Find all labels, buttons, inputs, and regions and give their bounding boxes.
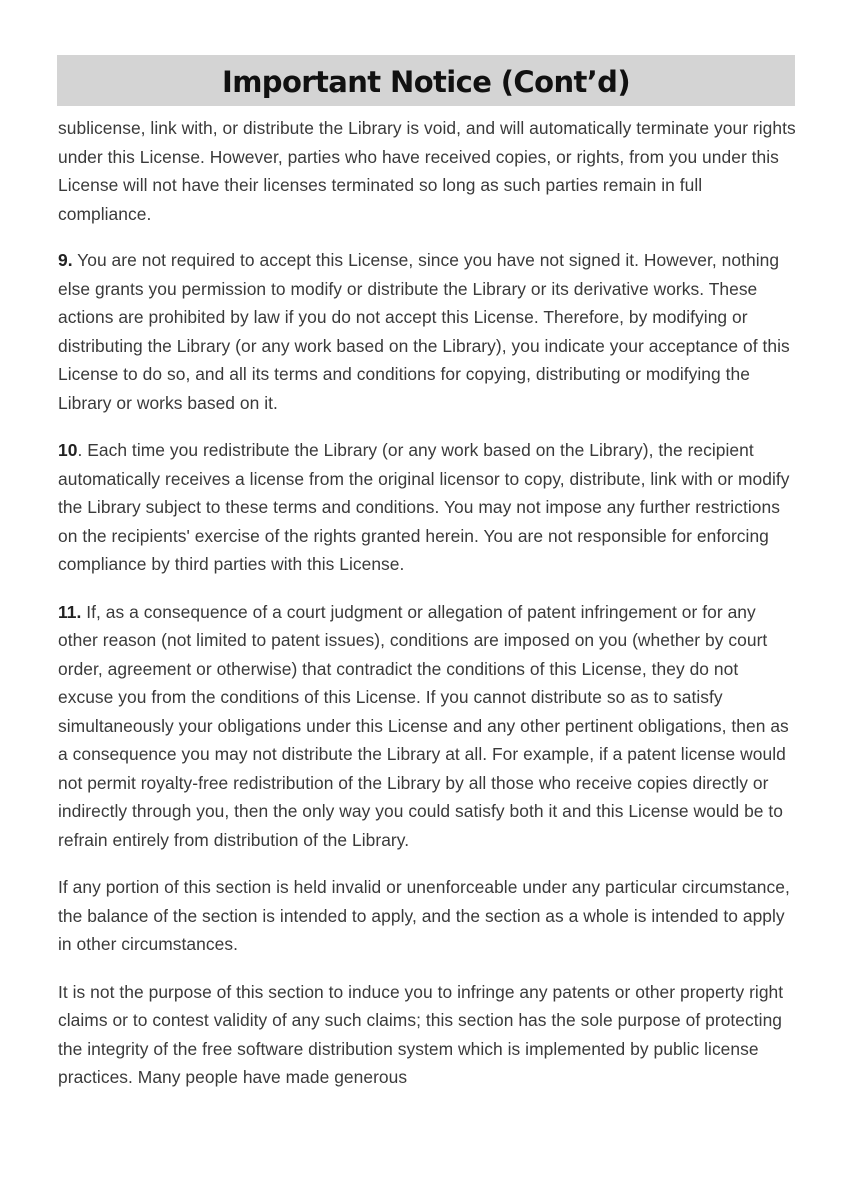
section-10 bbox=[58, 436, 798, 579]
section-number: 9. bbox=[58, 250, 73, 270]
section-11 bbox=[58, 598, 798, 855]
paragraph-continuation bbox=[58, 114, 798, 228]
document-body bbox=[58, 114, 798, 1111]
section-11-paragraph-2 bbox=[58, 873, 798, 959]
section-number: 11. bbox=[58, 601, 82, 622]
section-9 bbox=[58, 246, 798, 417]
page-title: Important Notice (Cont’d) bbox=[222, 64, 630, 99]
section-number: 10 bbox=[58, 440, 78, 460]
header-bar bbox=[57, 55, 795, 106]
paragraph-text: . Each time you redistribute the Library (or any work based on the Library), the recipient automatically receives a license from the original licensor to copy, distribute, link with or modify the Library subject to these terms and conditions. You may not impose any further restrictions on the recipients' exercise of the rights granted herein. You are not responsible for enforcing compliance by third parties with this License. bbox=[58, 440, 790, 574]
paragraph-text: It is not the purpose of this section to induce you to infringe any patents or other property right claims or to contest validity of any such claims; this section has the sole purpose of protecting the integrity of the free software distribution system which is implemented by public license practices. Many people have made generous bbox=[58, 981, 784, 1087]
paragraph-text: If any portion of this section is held invalid or unenforceable under any particular circumstance, the balance of the section is intended to apply, and the section as a whole is intended to apply in other circumstances. bbox=[58, 877, 790, 954]
paragraph-text: You are not required to accept this License, since you have not signed it. However, nothing else grants you permission to modify or distribute the Library or its derivative works. These actions are prohibited by law if you do not accept this License. Therefore, by modifying or distributing the Library (or any work based on the Library), you indicate your acceptance of this License to do so, and all its terms and conditions for copying, distributing or modifying the Library or works based on it. bbox=[58, 250, 790, 413]
section-11-paragraph-3 bbox=[58, 978, 798, 1092]
paragraph-text: If, as a consequence of a court judgment or allegation of patent infringement or for any other reason (not limited to patent issues), conditions are imposed on you (whether by court order, agreement or otherwise) that contradict the conditions of this License, they do not excuse you from the conditions of this License. If you cannot distribute so as to satisfy simultaneously your obligations under this License and any other pertinent obligations, then as a consequence you may not distribute the Library at all. For example, if a patent license would not permit royalty-free redistribution of the Library by all those who receive copies directly or indirectly through you, then the only way you could satisfy both it and this License would be to refrain entirely from distribution of the Library. bbox=[58, 601, 789, 850]
paragraph-text: sublicense, link with, or distribute the Library is void, and will automatically terminate your rights under this License. However, parties who have received copies, or rights, from you under this License will not have their licenses terminated so long as such parties remain in full compliance. bbox=[58, 118, 796, 224]
